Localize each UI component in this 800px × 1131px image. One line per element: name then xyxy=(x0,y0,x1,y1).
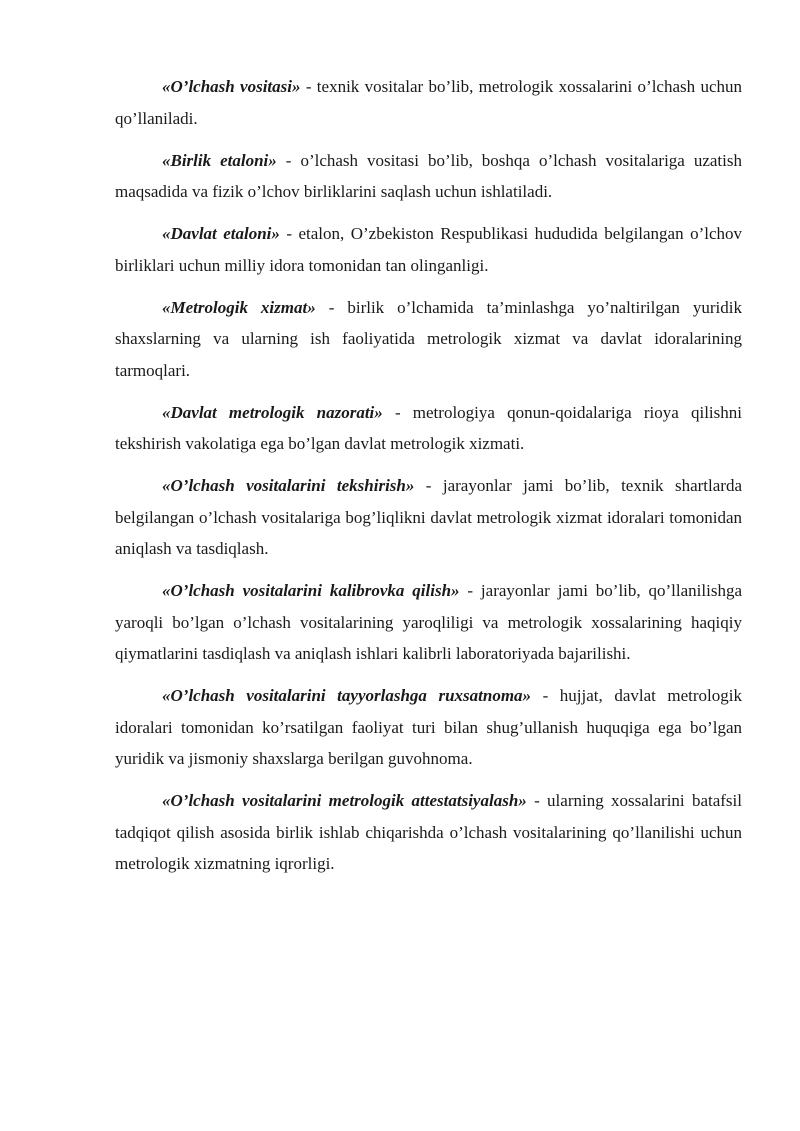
definition-text: - texnik vositalar bo’lib, metrologik xossalarini o’lchash uchun qo’llaniladi. xyxy=(115,77,742,128)
definition-paragraph xyxy=(115,397,742,460)
definition-paragraph xyxy=(115,292,742,387)
definition-paragraph xyxy=(115,785,742,880)
definition-term: «O’lchash vositalarini metrologik attestatsiyalash» xyxy=(162,791,527,810)
definition-text: - hujjat, davlat metrologik idoralari tomonidan ko’rsatilgan faoliyat turi bilan shug’ullanish huquqiga ega bo’lgan yuridik va jismoniy shaxslarga berilgan guvohnoma. xyxy=(115,686,743,768)
definition-term: «Metrologik xizmat» xyxy=(162,297,316,317)
definition-text: - jarayonlar jami bo’lib, texnik shartlarda belgilangan o’lchash vositalariga bog’liqlikni davlat metrologik xizmat idoralari tomonidan aniqlash va tasdiqlash. xyxy=(115,476,742,558)
definition-text: - jarayonlar jami bo’lib, qo’llanilishga yaroqli bo’lgan o’lchash vositalarining yaroqliligi va metrologik xossalarining haqiqiy qiymatlarini tasdiqlash va aniqlash ishlari kalibrli laboratoriyada bajarilishi. xyxy=(115,581,742,663)
definition-term: «O’lchash vositasi» xyxy=(162,77,301,96)
definition-text: - o’lchash vositasi bo’lib, boshqa o’lchash vositalariga uzatish maqsadida va fizik o’lchov birliklarini saqlash uchun ishlatiladi. xyxy=(115,150,742,201)
definition-text: - birlik o’lchamida ta’minlashga yo’naltirilgan yuridik shaxslarning va ularning ish faoliyatida metrologik xizmat va davlat idoralarining tarmoqlari. xyxy=(115,297,742,380)
definition-paragraph xyxy=(115,145,742,208)
definition-term: «O’lchash vositalarini kalibrovka qilish» xyxy=(162,581,460,600)
definition-term: «O’lchash vositalarini tayyorlashga ruxsatnoma» xyxy=(162,686,532,705)
document-page xyxy=(115,71,742,890)
definition-text: - metrologiya qonun-qoidalariga rioya qilishni tekshirish vakolatiga ega bo’lgan davlat metrologik xizmati. xyxy=(115,402,742,453)
definition-term: «Davlat metrologik nazorati» xyxy=(162,402,383,422)
definition-paragraph xyxy=(115,680,742,775)
definition-text: - etalon, O’zbekiston Respublikasi hududida belgilangan o’lchov birliklari uchun milliy idora tomonidan tan olinganligi. xyxy=(115,224,742,275)
definition-paragraph xyxy=(115,575,742,670)
definition-term: «Davlat etaloni» xyxy=(162,224,280,243)
definition-paragraph xyxy=(115,218,742,281)
definition-paragraph xyxy=(115,470,742,565)
definition-paragraph xyxy=(115,71,742,134)
definition-term: «Birlik etaloni» xyxy=(162,150,277,170)
definition-text: - ularning xossalarini batafsil tadqiqot qilish asosida birlik ishlab chiqarishda o’lchash vositalarining qo’llanilishi uchun metrologik xizmatning iqrorligi. xyxy=(115,791,742,873)
definition-term: «O’lchash vositalarini tekshirish» xyxy=(162,476,415,495)
